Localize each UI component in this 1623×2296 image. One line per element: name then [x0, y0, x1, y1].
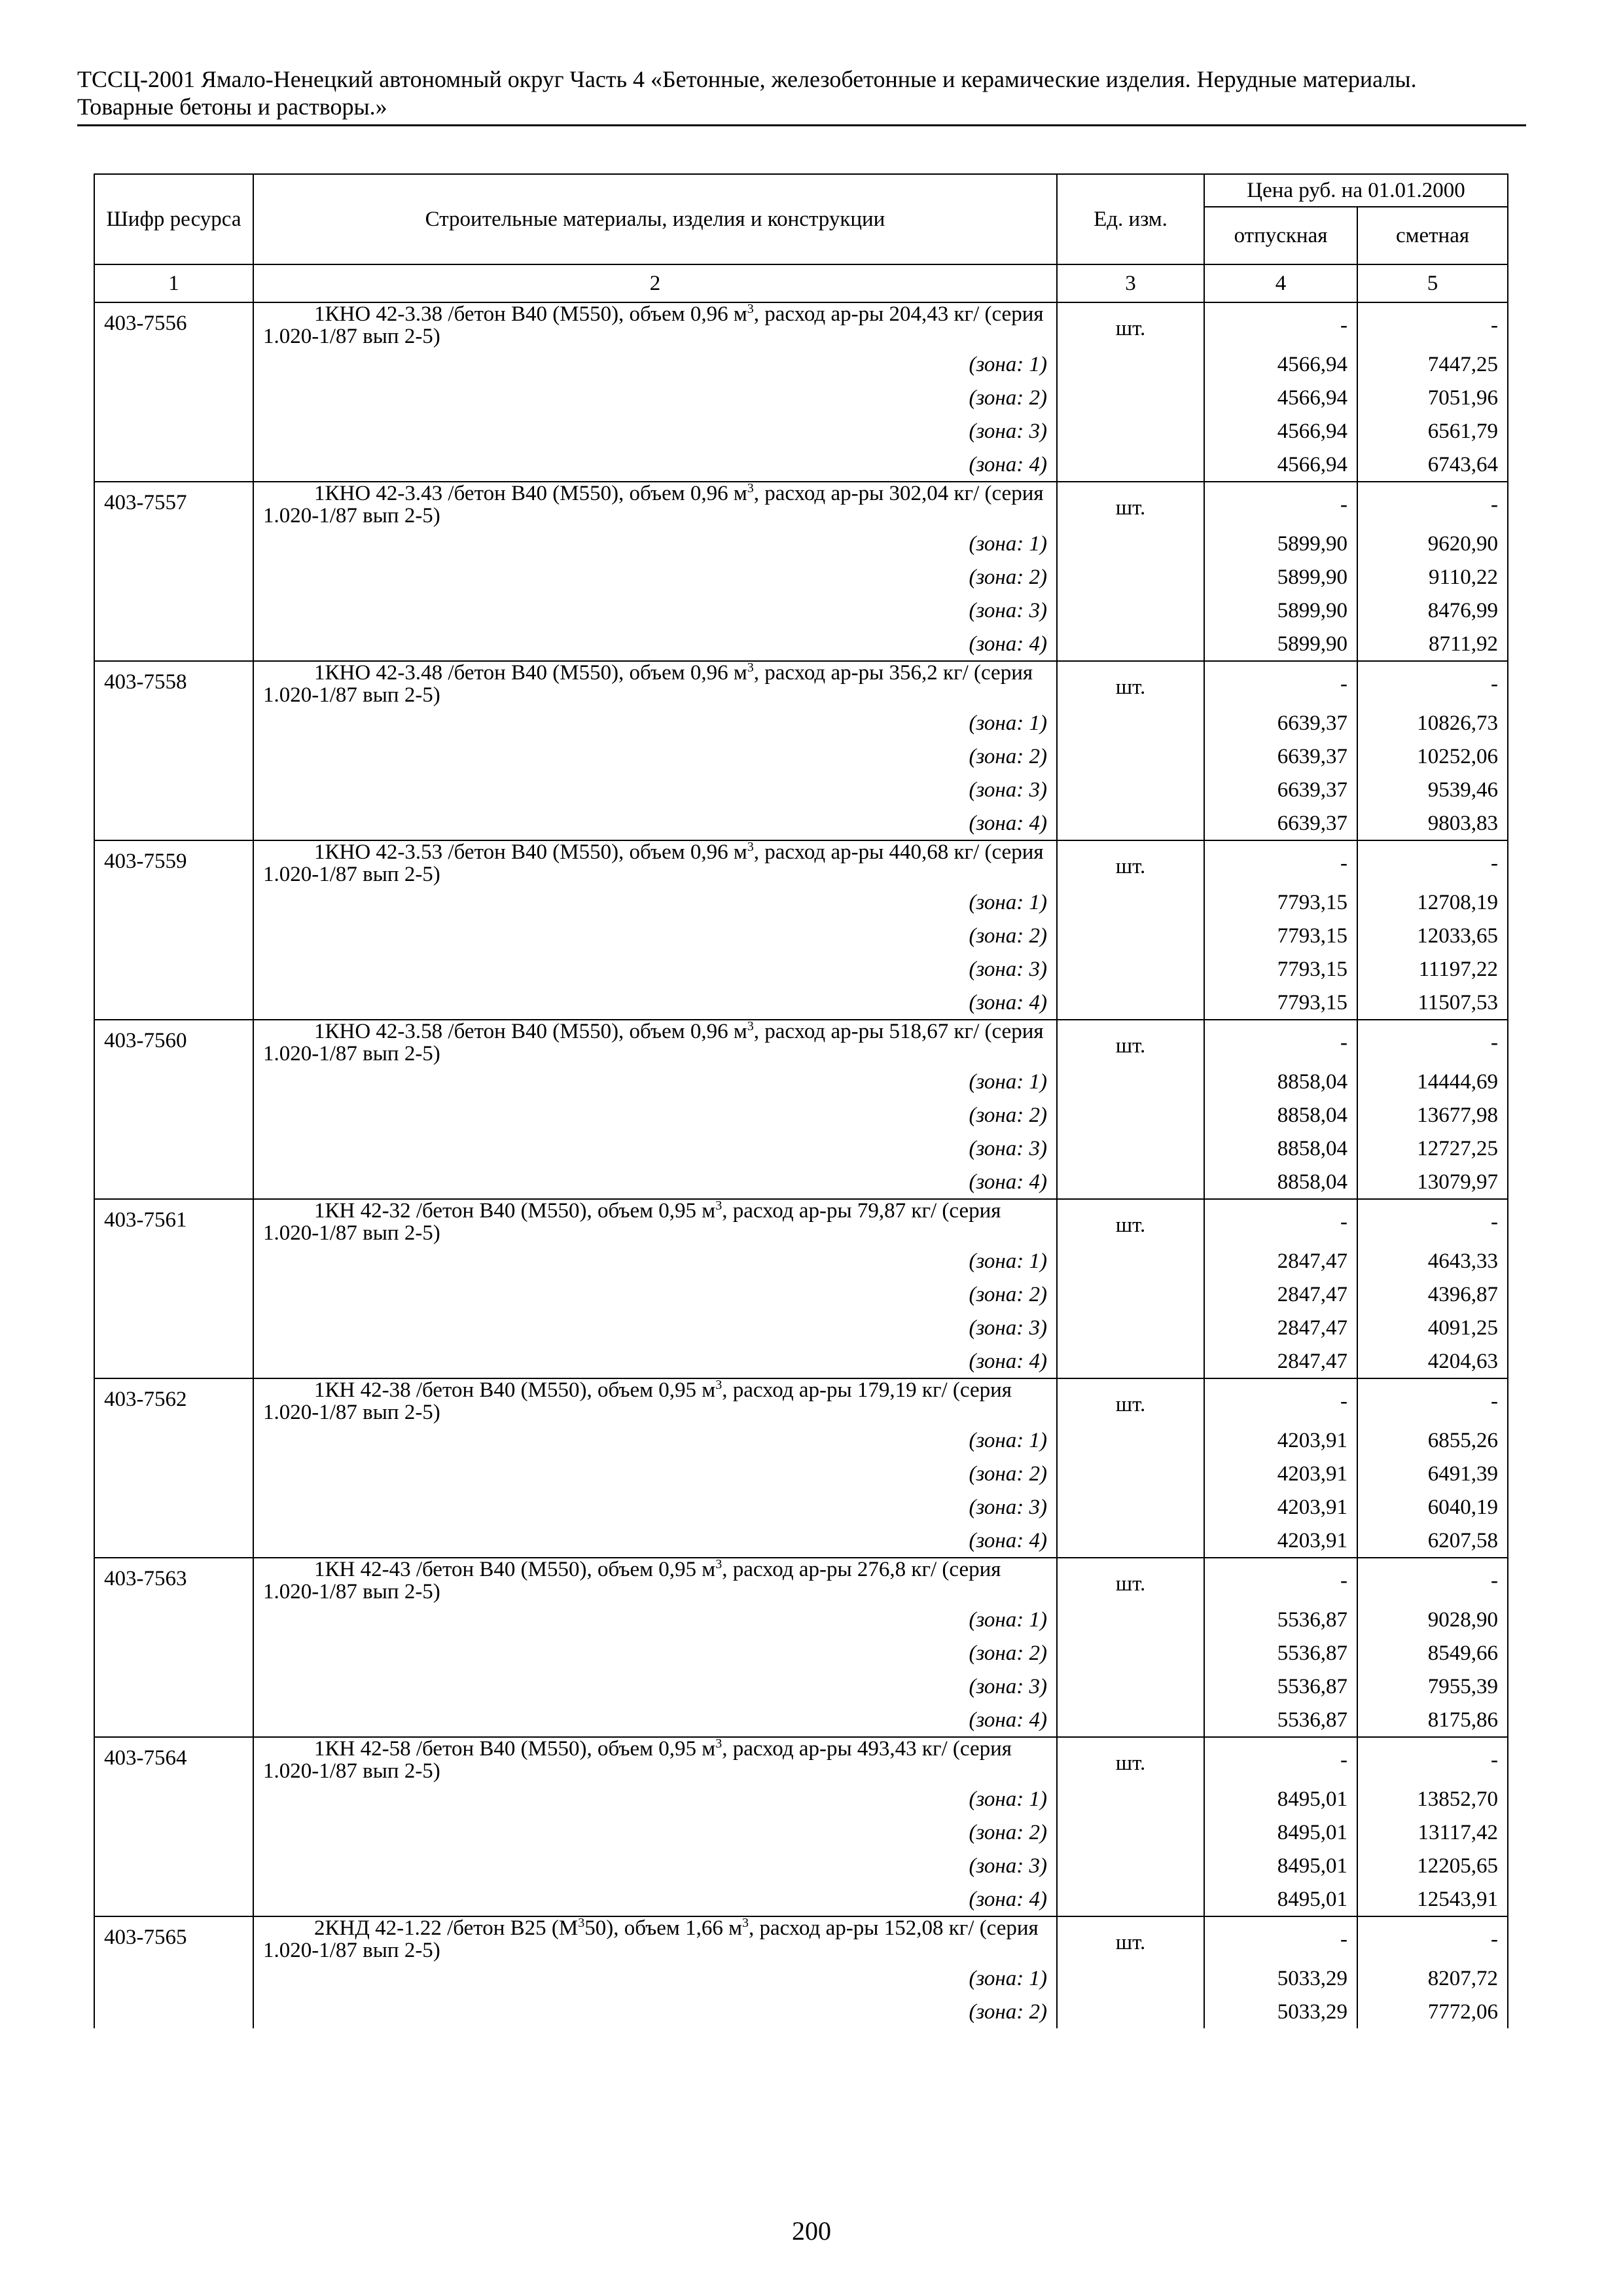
release-price: 4203,91: [1204, 1524, 1357, 1558]
release-price: 8858,04: [1204, 1165, 1357, 1199]
description-text: 1КН 42-58 /бетон В40 (М550), объем 0,95 $м^3$, расход ар-ры 493,43 кг/ (серия 1.020-1/87 вып 2-5): [263, 1736, 1012, 1783]
zone-row: [94, 448, 1508, 482]
release-price: 7793,15: [1204, 886, 1357, 919]
zone-row: [94, 1278, 1508, 1311]
estimate-price: 9539,46: [1357, 773, 1508, 806]
zone-label: (зона: 4): [253, 1344, 1057, 1378]
estimate-price: 4091,25: [1357, 1311, 1508, 1344]
description-text: 1КН 42-38 /бетон В40 (М550), объем 0,95 $м^3$, расход ар-ры 179,19 кг/ (серия 1.020-1/87 вып 2-5): [263, 1378, 1012, 1424]
estimate-price: -: [1357, 482, 1508, 527]
resource-code: 403-7562: [94, 1378, 253, 1558]
zone-row: [94, 773, 1508, 806]
release-price: 6639,37: [1204, 740, 1357, 773]
release-price: 8858,04: [1204, 1098, 1357, 1132]
release-price: 5536,87: [1204, 1670, 1357, 1703]
header-line-1: ТССЦ-2001 Ямало-Ненецкий автономный округ Часть 4 «Бетонные, железобетонные и керамические изделия. Нерудные материалы.: [77, 66, 1417, 92]
estimate-price: -: [1357, 1737, 1508, 1782]
unit-text: шт.: [1115, 496, 1146, 520]
table-row: [94, 1558, 1508, 1603]
release-price: 5899,90: [1204, 560, 1357, 594]
release-price: 2847,47: [1204, 1278, 1357, 1311]
table-row: [94, 661, 1508, 706]
zone-row: [94, 740, 1508, 773]
release-price: 4566,94: [1204, 381, 1357, 414]
unit-cell: [1057, 1020, 1204, 1199]
release-price: -: [1204, 1737, 1357, 1782]
material-description: [253, 661, 1057, 706]
table-body: [94, 302, 1508, 2028]
zone-label: (зона: 1): [253, 348, 1057, 381]
release-price: -: [1204, 1199, 1357, 1244]
description-text: 1КНО 42-3.53 /бетон В40 (М550), объем 0,96 $м^3$, расход ар-ры 440,68 кг/ (серия 1.020-1/87 вып 2-5): [263, 840, 1044, 886]
zone-row: [94, 1457, 1508, 1490]
zone-label: (зона: 3): [253, 1670, 1057, 1703]
zone-label: (зона: 4): [253, 1703, 1057, 1737]
estimate-price: 6040,19: [1357, 1490, 1508, 1524]
unit-cell: [1057, 1916, 1204, 2028]
col-header-price: Цена руб. на 01.01.2000: [1204, 174, 1508, 207]
zone-row: [94, 1065, 1508, 1098]
estimate-price: 13079,97: [1357, 1165, 1508, 1199]
description-text: 2КНД 42-1.22 /бетон В25 $(М^350)$, объем 1,66 $м^3$, расход ар-ры 152,08 кг/ (серия 1.020-1/87 вып 2-5): [263, 1916, 1039, 1962]
zone-row: [94, 1490, 1508, 1524]
col-number: 1: [94, 264, 253, 302]
release-price: 6639,37: [1204, 706, 1357, 740]
zone-label: (зона: 2): [253, 560, 1057, 594]
zone-row: [94, 1165, 1508, 1199]
unit-cell: [1057, 1737, 1204, 1916]
material-description: [253, 1558, 1057, 1603]
zone-label: (зона: 2): [253, 919, 1057, 952]
resource-code: 403-7557: [94, 482, 253, 661]
zone-row: [94, 919, 1508, 952]
zone-row: [94, 1782, 1508, 1816]
unit-cell: [1057, 302, 1204, 482]
zone-row: [94, 1098, 1508, 1132]
estimate-price: -: [1357, 1020, 1508, 1065]
zone-label: (зона: 2): [253, 381, 1057, 414]
estimate-price: 11507,53: [1357, 986, 1508, 1020]
zone-label: (зона: 1): [253, 1244, 1057, 1278]
resource-code: 403-7556: [94, 302, 253, 482]
zone-label: (зона: 4): [253, 1882, 1057, 1916]
release-price: 6639,37: [1204, 806, 1357, 840]
zone-label: (зона: 1): [253, 1065, 1057, 1098]
estimate-price: 6743,64: [1357, 448, 1508, 482]
release-price: 5536,87: [1204, 1636, 1357, 1670]
zone-row: [94, 1524, 1508, 1558]
unit-cell: [1057, 482, 1204, 661]
unit-text: шт.: [1115, 1393, 1146, 1416]
estimate-price: 8207,72: [1357, 1962, 1508, 1995]
estimate-price: 7447,25: [1357, 348, 1508, 381]
release-price: -: [1204, 661, 1357, 706]
resource-code: 403-7558: [94, 661, 253, 840]
zone-label: (зона: 3): [253, 952, 1057, 986]
estimate-price: -: [1357, 1199, 1508, 1244]
estimate-price: 4643,33: [1357, 1244, 1508, 1278]
release-price: 5033,29: [1204, 1962, 1357, 1995]
release-price: 4566,94: [1204, 348, 1357, 381]
description-text: 1КН 42-43 /бетон В40 (М550), объем 0,95 $м^3$, расход ар-ры 276,8 кг/ (серия 1.020-1/87 вып 2-5): [263, 1557, 1001, 1604]
zone-row: [94, 706, 1508, 740]
description-text: 1КНО 42-3.58 /бетон В40 (М550), объем 0,96 $м^3$, расход ар-ры 518,67 кг/ (серия 1.020-1/87 вып 2-5): [263, 1019, 1044, 1066]
resource-code: 403-7559: [94, 840, 253, 1020]
release-price: -: [1204, 482, 1357, 527]
zone-row: [94, 348, 1508, 381]
material-description: [253, 1378, 1057, 1424]
release-price: -: [1204, 1916, 1357, 1962]
release-price: -: [1204, 1020, 1357, 1065]
estimate-price: 8175,86: [1357, 1703, 1508, 1737]
zone-label: (зона: 3): [253, 1849, 1057, 1882]
unit-text: шт.: [1115, 1213, 1146, 1237]
zone-row: [94, 414, 1508, 448]
release-price: 5536,87: [1204, 1603, 1357, 1636]
estimate-price: 7772,06: [1357, 1995, 1508, 2028]
estimate-price: 14444,69: [1357, 1065, 1508, 1098]
material-description: [253, 840, 1057, 886]
estimate-price: 13677,98: [1357, 1098, 1508, 1132]
zone-label: (зона: 3): [253, 1311, 1057, 1344]
zone-row: [94, 560, 1508, 594]
release-price: 5899,90: [1204, 527, 1357, 560]
material-description: [253, 1199, 1057, 1244]
estimate-price: 12033,65: [1357, 919, 1508, 952]
zone-row: [94, 381, 1508, 414]
table-row: [94, 1020, 1508, 1065]
description-text: 1КНО 42-3.43 /бетон В40 (М550), объем 0,96 $м^3$, расход ар-ры 302,04 кг/ (серия 1.020-1/87 вып 2-5): [263, 481, 1044, 528]
zone-label: (зона: 1): [253, 1962, 1057, 1995]
zone-label: (зона: 4): [253, 1165, 1057, 1199]
zone-row: [94, 1344, 1508, 1378]
release-price: 4203,91: [1204, 1424, 1357, 1457]
zone-row: [94, 594, 1508, 627]
zone-row: [94, 527, 1508, 560]
price-table: [94, 173, 1508, 2028]
estimate-price: 9028,90: [1357, 1603, 1508, 1636]
estimate-price: 8549,66: [1357, 1636, 1508, 1670]
zone-row: [94, 1962, 1508, 1995]
unit-text: шт.: [1115, 1034, 1146, 1058]
estimate-price: -: [1357, 1916, 1508, 1962]
zone-label: (зона: 4): [253, 806, 1057, 840]
table-row: [94, 840, 1508, 886]
estimate-price: 12708,19: [1357, 886, 1508, 919]
release-price: 4566,94: [1204, 448, 1357, 482]
zone-label: (зона: 2): [253, 1636, 1057, 1670]
zone-label: (зона: 2): [253, 1278, 1057, 1311]
release-price: 5899,90: [1204, 594, 1357, 627]
release-price: 8495,01: [1204, 1882, 1357, 1916]
description-text: 1КН 42-32 /бетон В40 (М550), объем 0,95 $м^3$, расход ар-ры 79,87 кг/ (серия 1.020-1/87 вып 2-5): [263, 1198, 1001, 1245]
zone-label: (зона: 2): [253, 1816, 1057, 1849]
estimate-price: 12727,25: [1357, 1132, 1508, 1165]
release-price: 8495,01: [1204, 1782, 1357, 1816]
zone-row: [94, 1670, 1508, 1703]
col-number: 5: [1357, 264, 1508, 302]
col-number: 2: [253, 264, 1057, 302]
zone-label: (зона: 4): [253, 1524, 1057, 1558]
unit-cell: [1057, 840, 1204, 1020]
estimate-price: -: [1357, 1378, 1508, 1424]
estimate-price: 9620,90: [1357, 527, 1508, 560]
estimate-price: 10826,73: [1357, 706, 1508, 740]
zone-row: [94, 1995, 1508, 2028]
zone-label: (зона: 1): [253, 1424, 1057, 1457]
zone-label: (зона: 2): [253, 1995, 1057, 2028]
resource-code: 403-7560: [94, 1020, 253, 1199]
page-header: [77, 65, 1526, 126]
zone-label: (зона: 2): [253, 1457, 1057, 1490]
release-price: 5899,90: [1204, 627, 1357, 661]
zone-label: (зона: 4): [253, 986, 1057, 1020]
release-price: 8858,04: [1204, 1132, 1357, 1165]
zone-row: [94, 1636, 1508, 1670]
zone-label: (зона: 1): [253, 886, 1057, 919]
zone-row: [94, 1424, 1508, 1457]
unit-cell: [1057, 661, 1204, 840]
estimate-price: 11197,22: [1357, 952, 1508, 986]
zone-row: [94, 1132, 1508, 1165]
unit-text: шт.: [1115, 1931, 1146, 1954]
release-price: 5033,29: [1204, 1995, 1357, 2028]
release-price: -: [1204, 1558, 1357, 1603]
zone-row: [94, 1603, 1508, 1636]
release-price: 7793,15: [1204, 952, 1357, 986]
unit-text: шт.: [1115, 675, 1146, 699]
material-description: [253, 1916, 1057, 1962]
zone-label: (зона: 3): [253, 414, 1057, 448]
zone-row: [94, 1244, 1508, 1278]
zone-label: (зона: 4): [253, 627, 1057, 661]
resource-code: 403-7561: [94, 1199, 253, 1378]
unit-cell: [1057, 1199, 1204, 1378]
release-price: -: [1204, 840, 1357, 886]
zone-row: [94, 1816, 1508, 1849]
estimate-price: 9110,22: [1357, 560, 1508, 594]
release-price: 8495,01: [1204, 1816, 1357, 1849]
estimate-price: -: [1357, 661, 1508, 706]
zone-row: [94, 952, 1508, 986]
release-price: 7793,15: [1204, 986, 1357, 1020]
table-row: [94, 482, 1508, 527]
zone-label: (зона: 3): [253, 1132, 1057, 1165]
zone-row: [94, 986, 1508, 1020]
resource-code: 403-7565: [94, 1916, 253, 2028]
estimate-price: 7955,39: [1357, 1670, 1508, 1703]
estimate-price: 13852,70: [1357, 1782, 1508, 1816]
unit-text: шт.: [1115, 1751, 1146, 1775]
page-number: 200: [792, 2216, 831, 2246]
estimate-price: 6207,58: [1357, 1524, 1508, 1558]
header-line-2: Товарные бетоны и растворы.»: [77, 94, 387, 120]
table-row: [94, 1916, 1508, 1962]
material-description: [253, 1020, 1057, 1065]
resource-code: 403-7564: [94, 1737, 253, 1916]
release-price: -: [1204, 302, 1357, 348]
resource-code: 403-7563: [94, 1558, 253, 1737]
zone-label: (зона: 1): [253, 706, 1057, 740]
unit-cell: [1057, 1378, 1204, 1558]
release-price: 7793,15: [1204, 919, 1357, 952]
zone-row: [94, 1703, 1508, 1737]
description-text: 1КНО 42-3.38 /бетон В40 (М550), объем 0,96 $м^3$, расход ар-ры 204,43 кг/ (серия 1.020-1/87 вып 2-5): [263, 302, 1044, 348]
description-text: 1КНО 42-3.48 /бетон В40 (М550), объем 0,96 $м^3$, расход ар-ры 356,2 кг/ (серия 1.020-1/87 вып 2-5): [263, 660, 1033, 707]
material-description: [253, 482, 1057, 527]
estimate-price: 4204,63: [1357, 1344, 1508, 1378]
estimate-price: 8711,92: [1357, 627, 1508, 661]
estimate-price: 13117,42: [1357, 1816, 1508, 1849]
col-header-code: Шифр ресурса: [94, 174, 253, 264]
table-row: [94, 1378, 1508, 1424]
zone-label: (зона: 3): [253, 773, 1057, 806]
zone-row: [94, 1311, 1508, 1344]
zone-label: (зона: 1): [253, 1603, 1057, 1636]
estimate-price: -: [1357, 302, 1508, 348]
col-number: 3: [1057, 264, 1204, 302]
estimate-price: 6855,26: [1357, 1424, 1508, 1457]
release-price: 8858,04: [1204, 1065, 1357, 1098]
unit-cell: [1057, 1558, 1204, 1737]
col-header-release: отпускная: [1204, 207, 1357, 264]
estimate-price: -: [1357, 840, 1508, 886]
zone-row: [94, 1849, 1508, 1882]
estimate-price: 6491,39: [1357, 1457, 1508, 1490]
release-price: 2847,47: [1204, 1244, 1357, 1278]
unit-text: шт.: [1115, 1572, 1146, 1596]
estimate-price: -: [1357, 1558, 1508, 1603]
release-price: 5536,87: [1204, 1703, 1357, 1737]
estimate-price: 9803,83: [1357, 806, 1508, 840]
estimate-price: 10252,06: [1357, 740, 1508, 773]
estimate-price: 12205,65: [1357, 1849, 1508, 1882]
release-price: 2847,47: [1204, 1344, 1357, 1378]
zone-row: [94, 627, 1508, 661]
col-header-unit: Ед. изм.: [1057, 174, 1204, 264]
zone-label: (зона: 3): [253, 594, 1057, 627]
zone-row: [94, 886, 1508, 919]
material-description: [253, 1737, 1057, 1782]
release-price: -: [1204, 1378, 1357, 1424]
zone-label: (зона: 2): [253, 740, 1057, 773]
release-price: 4566,94: [1204, 414, 1357, 448]
zone-label: (зона: 4): [253, 448, 1057, 482]
release-price: 6639,37: [1204, 773, 1357, 806]
unit-text: шт.: [1115, 317, 1146, 340]
release-price: 8495,01: [1204, 1849, 1357, 1882]
zone-label: (зона: 1): [253, 1782, 1057, 1816]
release-price: 4203,91: [1204, 1490, 1357, 1524]
col-number: 4: [1204, 264, 1357, 302]
zone-label: (зона: 3): [253, 1490, 1057, 1524]
estimate-price: 6561,79: [1357, 414, 1508, 448]
estimate-price: 12543,91: [1357, 1882, 1508, 1916]
table-row: [94, 1199, 1508, 1244]
zone-label: (зона: 2): [253, 1098, 1057, 1132]
unit-text: шт.: [1115, 855, 1146, 878]
zone-row: [94, 806, 1508, 840]
material-description: [253, 302, 1057, 348]
estimate-price: 4396,87: [1357, 1278, 1508, 1311]
estimate-price: 7051,96: [1357, 381, 1508, 414]
release-price: 4203,91: [1204, 1457, 1357, 1490]
table-row: [94, 1737, 1508, 1782]
table-row: [94, 302, 1508, 348]
release-price: 2847,47: [1204, 1311, 1357, 1344]
col-header-name: Строительные материалы, изделия и конструкции: [253, 174, 1057, 264]
zone-row: [94, 1882, 1508, 1916]
col-header-estimate: сметная: [1357, 207, 1508, 264]
estimate-price: 8476,99: [1357, 594, 1508, 627]
zone-label: (зона: 1): [253, 527, 1057, 560]
